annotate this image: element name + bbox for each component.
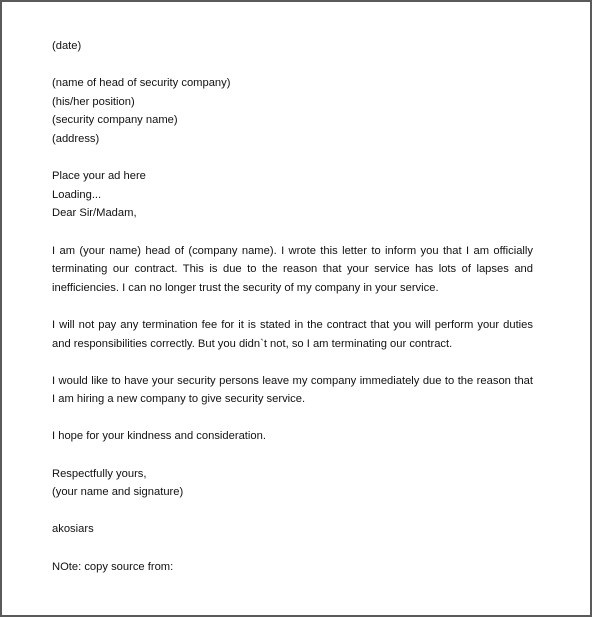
author-tag: akosiars [52, 523, 94, 536]
body-paragraph-4: I hope for your kindness and consideration. [52, 430, 266, 443]
spacer [52, 446, 533, 465]
loading-text: Loading... [52, 188, 102, 201]
recipient-company: (security company name) [52, 114, 178, 127]
spacer [52, 297, 533, 316]
recipient-name: (name of head of security company) [52, 77, 231, 90]
letter-body [52, 37, 533, 576]
body-paragraph-3: I would like to have your security persons leave my company immediately due to the reason that I am hiring a new company to give security service. [52, 374, 533, 406]
date-line: (date) [52, 40, 82, 52]
spacer [52, 56, 533, 75]
recipient-block [52, 74, 533, 148]
ad-placeholder: Place your ad here [52, 170, 146, 183]
signature-line: (your name and signature) [52, 486, 184, 499]
spacer [52, 409, 533, 428]
spacer [52, 502, 533, 521]
body-paragraph-2: I will not pay any termination fee for it is stated in the contract that you will perform your duties and responsibilities correctly. But you didn`t not, so I am terminating our contract. [52, 318, 533, 350]
spacer [52, 539, 533, 558]
source-note: NOte: copy source from: [52, 560, 174, 573]
closing: Respectfully yours, [52, 467, 147, 480]
spacer [52, 149, 533, 168]
recipient-position: (his/her position) [52, 95, 135, 108]
recipient-address: (address) [52, 132, 100, 145]
spacer [52, 223, 533, 242]
salutation: Dear Sir/Madam, [52, 207, 137, 220]
body-paragraph-1: I am (your name) head of (company name). I wrote this letter to inform you that I am officially terminating our contract. This is due to the reason that your service has lots of lapses and inefficiencies. I can no longer trust the security of my company in your service. [52, 244, 533, 294]
spacer [52, 353, 533, 372]
